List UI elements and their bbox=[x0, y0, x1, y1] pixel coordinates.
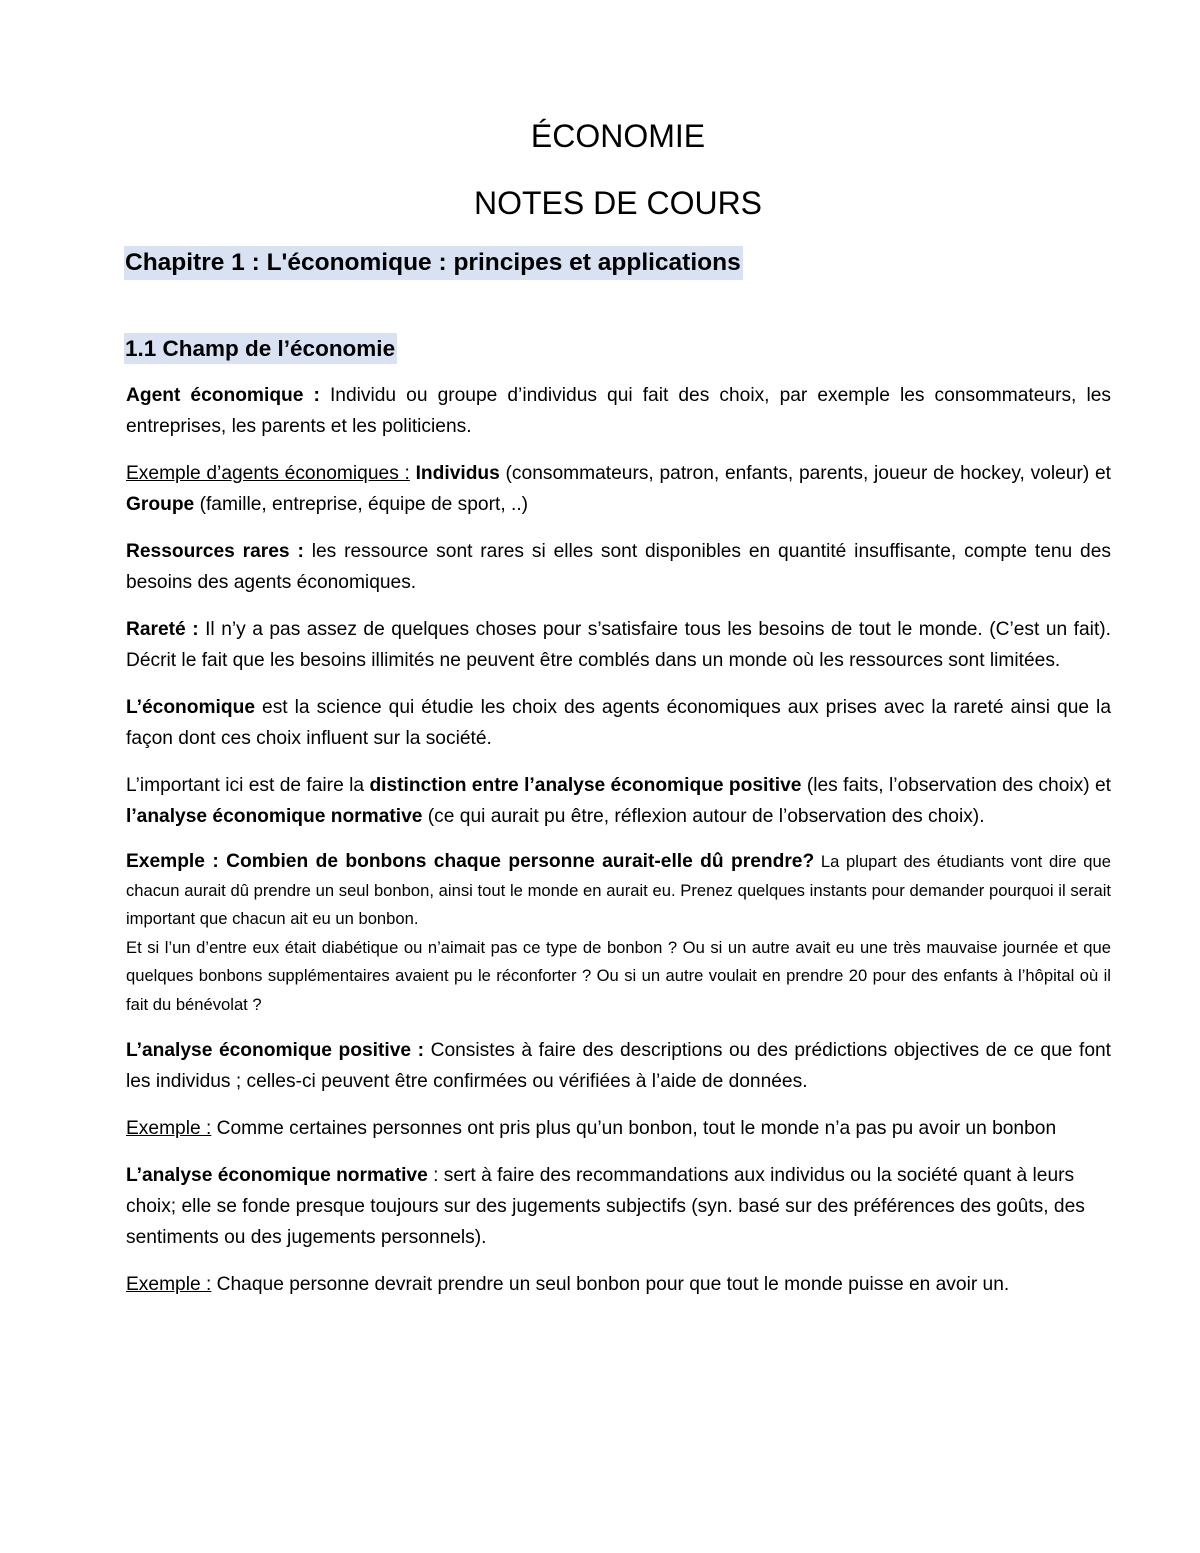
example-text: La plupart des étudiants vont dire que chacun aurait dû prendre un seul bonbon, ainsi tout le monde en aurait eu. Prenez quelques instants pour demander pourquoi il serait important que chacun ait eu un bonbon. bbox=[126, 852, 1111, 928]
paragraph-analyse-normative bbox=[126, 1160, 1111, 1253]
chapter-heading: Chapitre 1 : L'économique : principes et applications bbox=[124, 246, 743, 280]
text-span: L’important ici est de faire la bbox=[126, 775, 370, 796]
paragraph-agent-economique bbox=[126, 380, 1111, 442]
paragraph-exemple-bonbons bbox=[126, 848, 1111, 1019]
term-analyse-normative: L’analyse économique normative bbox=[126, 1165, 428, 1186]
definition-text: Individu ou groupe d’individus qui fait des choix, par exemple les consommateurs, les entreprises, les parents et les politiciens. bbox=[126, 385, 1111, 437]
term-analyse-positive: distinction entre l’analyse économique positive bbox=[369, 775, 802, 796]
document-body bbox=[126, 380, 1111, 1316]
example-question: Exemple : Combien de bonbons chaque personne aurait-elle dû prendre? bbox=[126, 851, 815, 872]
document-subtitle: NOTES DE COURS bbox=[473, 185, 763, 221]
term-analyse-normative: l’analyse économique normative bbox=[126, 806, 423, 827]
definition-text: les ressource sont rares si elles sont disponibles en quantité insuffisante, compte tenu des besoins des agents économiques. bbox=[126, 541, 1111, 593]
paragraph-ressources-rares bbox=[126, 536, 1111, 598]
term-agent-economique: Agent économique : bbox=[126, 385, 320, 406]
definition-text: : sert à faire des recommandations aux individus ou la société quant à leurs choix; elle se fonde presque toujours sur des jugements subjectifs (syn. basé sur des préférences des goûts, des sentiments ou des jugements personnels). bbox=[126, 1165, 1085, 1248]
text-span: (famille, entreprise, équipe de sport, ..) bbox=[194, 494, 529, 515]
paragraph-distinction bbox=[126, 770, 1111, 832]
example-label: Exemple d’agents économiques : bbox=[126, 463, 410, 484]
term-groupe: Groupe bbox=[126, 494, 195, 515]
example-label: Exemple : bbox=[126, 1118, 212, 1139]
example-label: Exemple : bbox=[126, 1274, 212, 1295]
paragraph-economique bbox=[126, 692, 1111, 754]
term-individus: Individus bbox=[415, 463, 500, 484]
paragraph-exemple-normative bbox=[126, 1269, 1111, 1300]
paragraph-exemple-positive bbox=[126, 1113, 1111, 1144]
text-span: (consommateurs, patron, enfants, parents, joueur de hockey, voleur) et bbox=[499, 463, 1111, 484]
section-heading: 1.1 Champ de l’économie bbox=[124, 333, 397, 364]
example-text: Chaque personne devrait prendre un seul bonbon pour que tout le monde puisse en avoir un. bbox=[211, 1274, 1010, 1295]
definition-text: Il n’y a pas assez de quelques choses pour s’satisfaire tous les besoins de tout le monde. (C’est un fait). Décrit le fait que les besoins illimités ne peuvent être comblés dans un monde où les ressources sont limitées. bbox=[126, 619, 1111, 671]
example-text: Comme certaines personnes ont pris plus qu’un bonbon, tout le monde n’a pas pu avoir un bonbon bbox=[211, 1118, 1057, 1139]
term-analyse-positive: L’analyse économique positive : bbox=[126, 1040, 425, 1061]
document-title: ÉCONOMIE bbox=[530, 118, 706, 154]
term-rarete: Rareté : bbox=[126, 619, 199, 640]
example-text: Et si l’un d’entre eux était diabétique ou n’aimait pas ce type de bonbon ? Ou si un autre avait eu une très mauvaise journée et que quelques bonbons supplémentaires avaient pu le réconforter ? Ou si un autre voulait en prendre 20 pour des enfants à l’hôpital où il fait du bénévolat ? bbox=[126, 937, 1111, 1014]
term-ressources-rares: Ressources rares : bbox=[126, 541, 304, 562]
term-economique: L’économique bbox=[126, 697, 255, 718]
definition-text: Consistes à faire des descriptions ou des prédictions objectives de ce que font les individus ; celles-ci peuvent être confirmées ou vérifiées à l’aide de données. bbox=[126, 1040, 1111, 1092]
paragraph-exemple-agents bbox=[126, 458, 1111, 520]
definition-text: est la science qui étudie les choix des agents économiques aux prises avec la rareté ainsi que la façon dont ces choix influent sur la société. bbox=[126, 697, 1111, 749]
text-span: (les faits, l’observation des choix) et bbox=[801, 775, 1111, 796]
paragraph-rarete bbox=[126, 614, 1111, 676]
text-span: (ce qui aurait pu être, réflexion autour de l’observation des choix). bbox=[422, 806, 985, 827]
paragraph-analyse-positive bbox=[126, 1035, 1111, 1097]
